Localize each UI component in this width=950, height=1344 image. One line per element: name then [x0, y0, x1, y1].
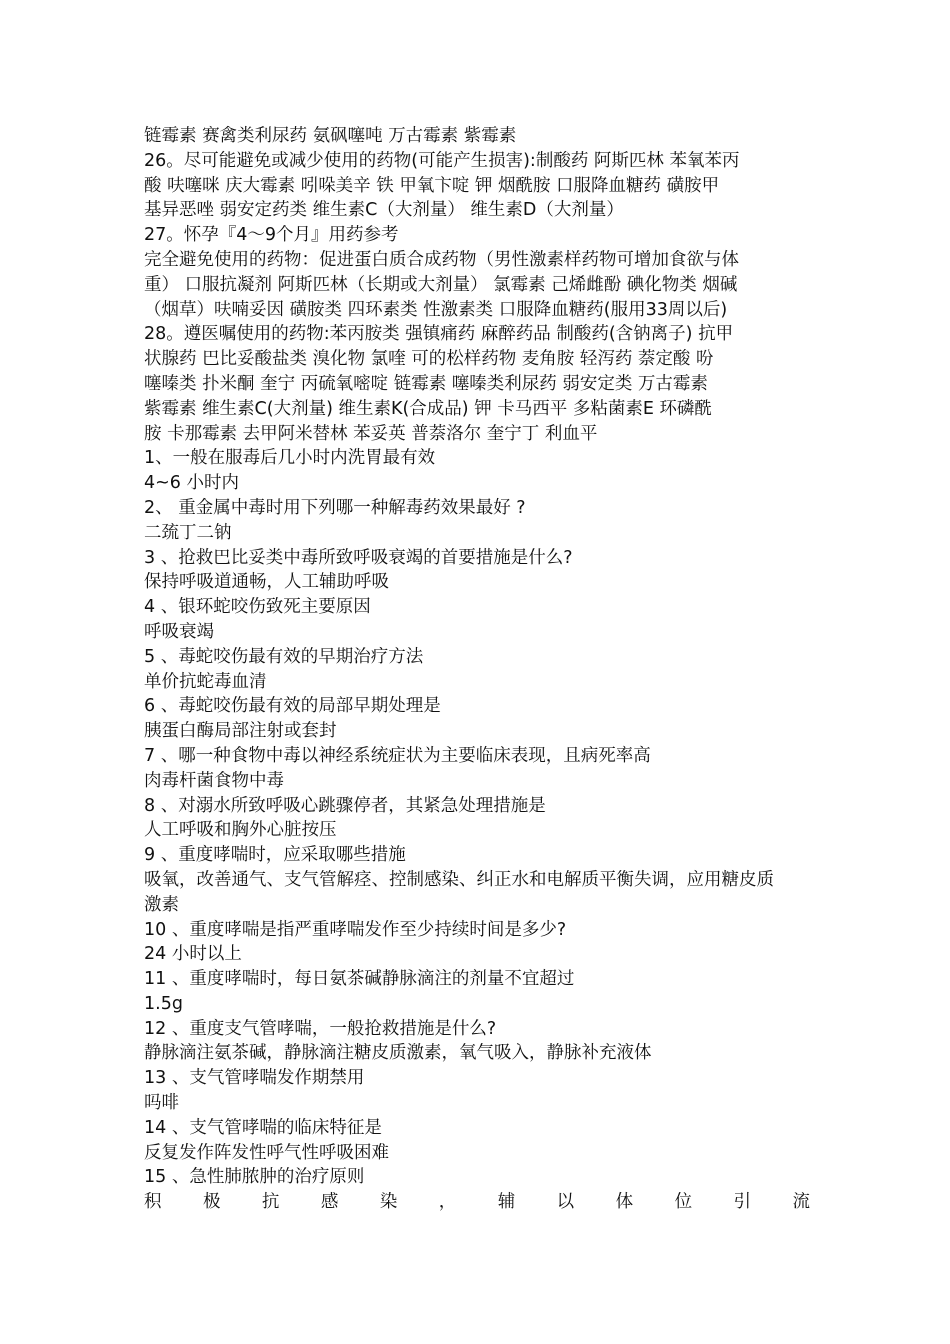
text-line: 12 、重度支气管哮喘，一般抢救措施是什么? — [144, 1018, 497, 1039]
text-line: 7 、哪一种食物中毒以神经系统症状为主要临床表现，且病死率高 — [144, 745, 651, 766]
text-line: 吸氧，改善通气、支气管解痉、控制感染、纠正水和电解质平衡失调，应用糖皮质 — [144, 869, 774, 890]
text-line: 26。尽可能避免或减少使用的药物(可能产生损害):制酸药 阿斯匹林 苯氧苯丙 — [144, 150, 740, 171]
text-line: 2、 重金属中毒时用下列哪一种解毒药效果最好 ? — [144, 497, 526, 518]
text-line: 27。怀孕『4～9个月』用药参考 — [144, 225, 399, 246]
last-line-char: 感 — [320, 1192, 339, 1213]
text-line: 11 、重度哮喘时，每日氨茶碱静脉滴注的剂量不宜超过 — [144, 969, 575, 990]
text-line: 完全避免使用的药物：促进蛋白质合成药物（男性激素样药物可增加食欲与体 — [144, 249, 739, 270]
text-line: 28。遵医嘱使用的药物:苯丙胺类 强镇痛药 麻醉药品 制酸药(含钠离子) 抗甲 — [144, 324, 734, 345]
text-line: 5 、毒蛇咬伤最有效的早期治疗方法 — [144, 646, 424, 667]
text-line: 14 、支气管哮喘的临床特征是 — [144, 1117, 382, 1138]
text-line: 9 、重度哮喘时，应采取哪些措施 — [144, 845, 406, 866]
text-line: 二巯丁二钠 — [144, 522, 232, 543]
text-line: 单价抗蛇毒血清 — [144, 671, 267, 692]
text-line: 胰蛋白酶局部注射或套封 — [144, 721, 337, 742]
last-line-char: 流 — [792, 1192, 810, 1213]
text-line: 重） 口服抗凝剂 阿斯匹林（长期或大剂量） 氯霉素 己烯雌酚 碘化物类 烟碱 — [144, 274, 738, 295]
text-line: 肉毒杆菌食物中毒 — [144, 770, 284, 791]
text-line: 4 、银环蛇咬伤致死主要原因 — [144, 597, 371, 618]
text-line: 8 、对溺水所致呼吸心跳骤停者，其紧急处理措施是 — [144, 795, 546, 816]
text-line: （烟草）呋喃妥因 磺胺类 四环素类 性激素类 口服降血糖药(服用33周以后) — [144, 299, 728, 320]
last-line-char: 以 — [556, 1192, 575, 1213]
text-line: 链霉素 赛禽类利尿药 氨砜噻吨 万古霉素 紫霉素 — [144, 126, 517, 146]
text-line: 6 、毒蛇咬伤最有效的局部早期处理是 — [144, 696, 441, 717]
last-line-char: 抗 — [261, 1192, 280, 1213]
text-line: 4~6 小时内 — [144, 473, 239, 494]
text-line: 酸 呋噻咪 庆大霉素 吲哚美辛 铁 甲氧卞啶 钾 烟酰胺 口服降血糖药 磺胺甲 — [144, 175, 720, 196]
last-line-char: 位 — [674, 1192, 693, 1213]
last-line-char: 引 — [733, 1192, 752, 1213]
last-line-char: 体 — [615, 1192, 634, 1213]
last-line-char: 染 — [379, 1192, 398, 1213]
last-line — [144, 1190, 810, 1215]
last-line-char: 积 — [144, 1192, 162, 1213]
text-line: 3 、抢救巴比妥类中毒所致呼吸衰竭的首要措施是什么? — [144, 547, 573, 568]
text-line: 胺 卡那霉素 去甲阿米替林 苯妥英 普萘洛尔 奎宁丁 利血平 — [144, 423, 598, 444]
text-line: 15 、急性肺脓肿的治疗原则 — [144, 1167, 365, 1188]
text-line: 噻嗪类 扑米酮 奎宁 丙硫氧嘧啶 链霉素 噻嗪类利尿药 弱安定类 万古霉素 — [144, 373, 708, 394]
text-line: 静脉滴注氨茶碱，静脉滴注糖皮质激素，氧气吸入，静脉补充液体 — [144, 1043, 652, 1064]
text-line: 13 、支气管哮喘发作期禁用 — [144, 1068, 365, 1089]
text-line: 1、一般在服毒后几小时内洗胃最有效 — [144, 448, 436, 469]
text-line: 激素 — [144, 894, 179, 915]
text-line: 保持呼吸道通畅，人工辅助呼吸 — [144, 572, 389, 593]
text-line: 24 小时以上 — [144, 944, 242, 965]
text-line: 10 、重度哮喘是指严重哮喘发作至少持续时间是多少? — [144, 919, 567, 940]
last-line-char: 辅 — [497, 1192, 516, 1213]
document-body — [144, 124, 810, 1215]
text-line: 吗啡 — [144, 1093, 179, 1114]
text-line: 1.5g — [144, 993, 183, 1014]
text-line: 基异恶唑 弱安定药类 维生素C（大剂量） 维生素D（大剂量） — [144, 200, 624, 221]
text-line: 呼吸衰竭 — [144, 621, 214, 642]
text-line: 状腺药 巴比妥酸盐类 溴化物 氯喹 可的松样药物 麦角胺 轻泻药 萘定酸 吩 — [144, 349, 714, 370]
last-line-char: 极 — [202, 1192, 221, 1213]
last-line-char: ， — [438, 1192, 457, 1213]
text-line: 反复发作阵发性呼气性呼吸困难 — [144, 1142, 389, 1163]
text-line: 人工呼吸和胸外心脏按压 — [144, 820, 337, 841]
text-line: 紫霉素 维生素C(大剂量) 维生素K(合成品) 钾 卡马西平 多粘菌素E 环磷酰 — [144, 398, 712, 419]
